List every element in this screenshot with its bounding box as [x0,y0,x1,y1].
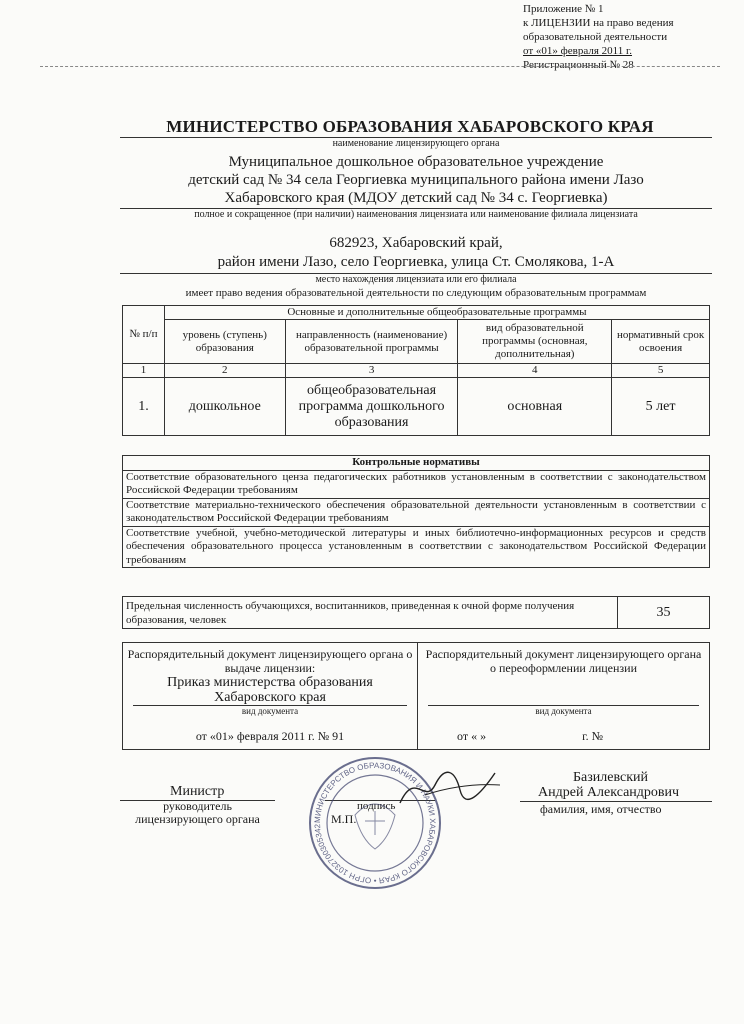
ministry-caption: наименование лицензирующего органа [332,138,500,149]
norms-title: Контрольные нормативы [123,456,710,471]
order-issue-caption: вид документа [133,705,407,717]
appendix-line: Приложение № 1 [523,3,604,15]
order-issue-date: от «01» февраля 2011 г. № 91 [195,729,345,743]
licensee-line: детский сад № 34 села Георгиевка муниципального района имени Лазо [188,172,644,188]
appendix-block [523,2,674,72]
signer-name: Андрей Александрович [538,785,680,800]
order-issue-doc: Приказ министерства образования [167,675,373,690]
position-caption: руководитель лицензирующего органа [135,799,260,826]
row-term: 5 лет [612,378,710,436]
signer-surname: Базилевский [573,770,649,785]
order-issue-cell [123,643,418,750]
order-issue-title: Распорядительный документ лицензирующего органа о выдаче лицензии: [127,647,413,675]
norm-item: Соответствие учебной, учебно-методической литературы и иных библиотечно-информационных ресурсов и средств обеспечения образовательного процесса установленным в соответствии с законодательством Российской Федерации требованиям [123,526,710,568]
appendix-line: образовательной деятельности [523,31,668,43]
seal-text: МИНИСТЕРСТВО ОБРАЗОВАНИЯ И НАУКИ ХАБАРОВСКОГО КРАЯ • ОГРН 1032700305342 [312,760,438,886]
order-reissue-date [422,729,705,743]
col-index: 2 [164,364,285,378]
col-num-header: № п/п [123,306,165,364]
col-index: 4 [458,364,612,378]
address-caption: место нахождения лицензиата или его филиала [315,274,517,285]
programs-table [122,305,710,436]
norm-item: Соответствие образовательного ценза педагогических работников установленным в соответствии с законодательством Российской Федерации требованиям [123,470,710,498]
order-reissue-date-b: г. № [582,729,604,743]
name-caption: фамилия, имя, отчество [540,802,662,816]
orders-table [122,642,710,750]
limit-text: Предельная численность обучающихся, воспитанников, приведенная к очной форме получения образования, человек [123,597,618,629]
order-reissue-caption: вид документа [428,705,699,717]
licensee-line: Хабаровского края (МДОУ детский сад № 34 с. Георгиевка) [224,190,608,206]
order-issue-doc: Хабаровского края [214,690,326,705]
norms-table [122,455,710,568]
rights-line: имеет право ведения образовательной деятельности по следующим образовательным программам [185,287,647,299]
order-reissue-cell [418,643,710,750]
address-line: 682923, Хабаровский край, [329,235,503,251]
licensee-caption: полное и сокращенное (при наличии) наименования лицензиата или наименование филиала лицензиата [194,209,638,220]
limit-value: 35 [618,597,710,629]
col-kind-header: вид образовательной программы (основная, дополнительная) [458,320,612,364]
licensee-line: Муниципальное дошкольное образовательное учреждение [228,154,604,170]
col-index: 1 [123,364,165,378]
col-index: 5 [612,364,710,378]
divider [40,66,720,67]
sign-caption: подпись [357,800,396,812]
col-term-header: нормативный срок освоения [612,320,710,364]
row-kind: основная [458,378,612,436]
mp-label: М.П. [331,812,357,826]
norm-item: Соответствие материально-технического обеспечения образовательной деятельности установленным в соответствии с законодательством Российской Федерации требованиям [123,498,710,526]
signature-scribble-icon [395,765,505,810]
ministry-title: МИНИСТЕРСТВО ОБРАЗОВАНИЯ ХАБАРОВСКОГО КРАЯ [166,117,654,136]
order-reissue-title: Распорядительный документ лицензирующего органа о переоформлении лицензии [425,647,702,675]
row-num: 1. [123,378,165,436]
address-line: район имени Лазо, село Георгиевка, улица Ст. Смолякова, 1-А [217,254,615,270]
col-level-header: уровень (ступень) образования [164,320,285,364]
appendix-line: к ЛИЦЕНЗИИ на право ведения [523,17,674,29]
appendix-date: от «01» февраля 2011 г. [523,45,633,57]
col-direction-header: направленность (наименование) образовательной программы [285,320,458,364]
group-header: Основные и дополнительные общеобразовательные программы [164,306,709,320]
limit-table [122,596,710,629]
signer-position: Министр [170,784,225,799]
row-direction: общеобразовательная программа дошкольного образования [285,378,458,436]
col-index: 3 [285,364,458,378]
appendix-reg-number: Регистрационный № 28 [523,59,634,71]
order-reissue-date-a: от « » [457,729,487,743]
row-level: дошкольное [164,378,285,436]
